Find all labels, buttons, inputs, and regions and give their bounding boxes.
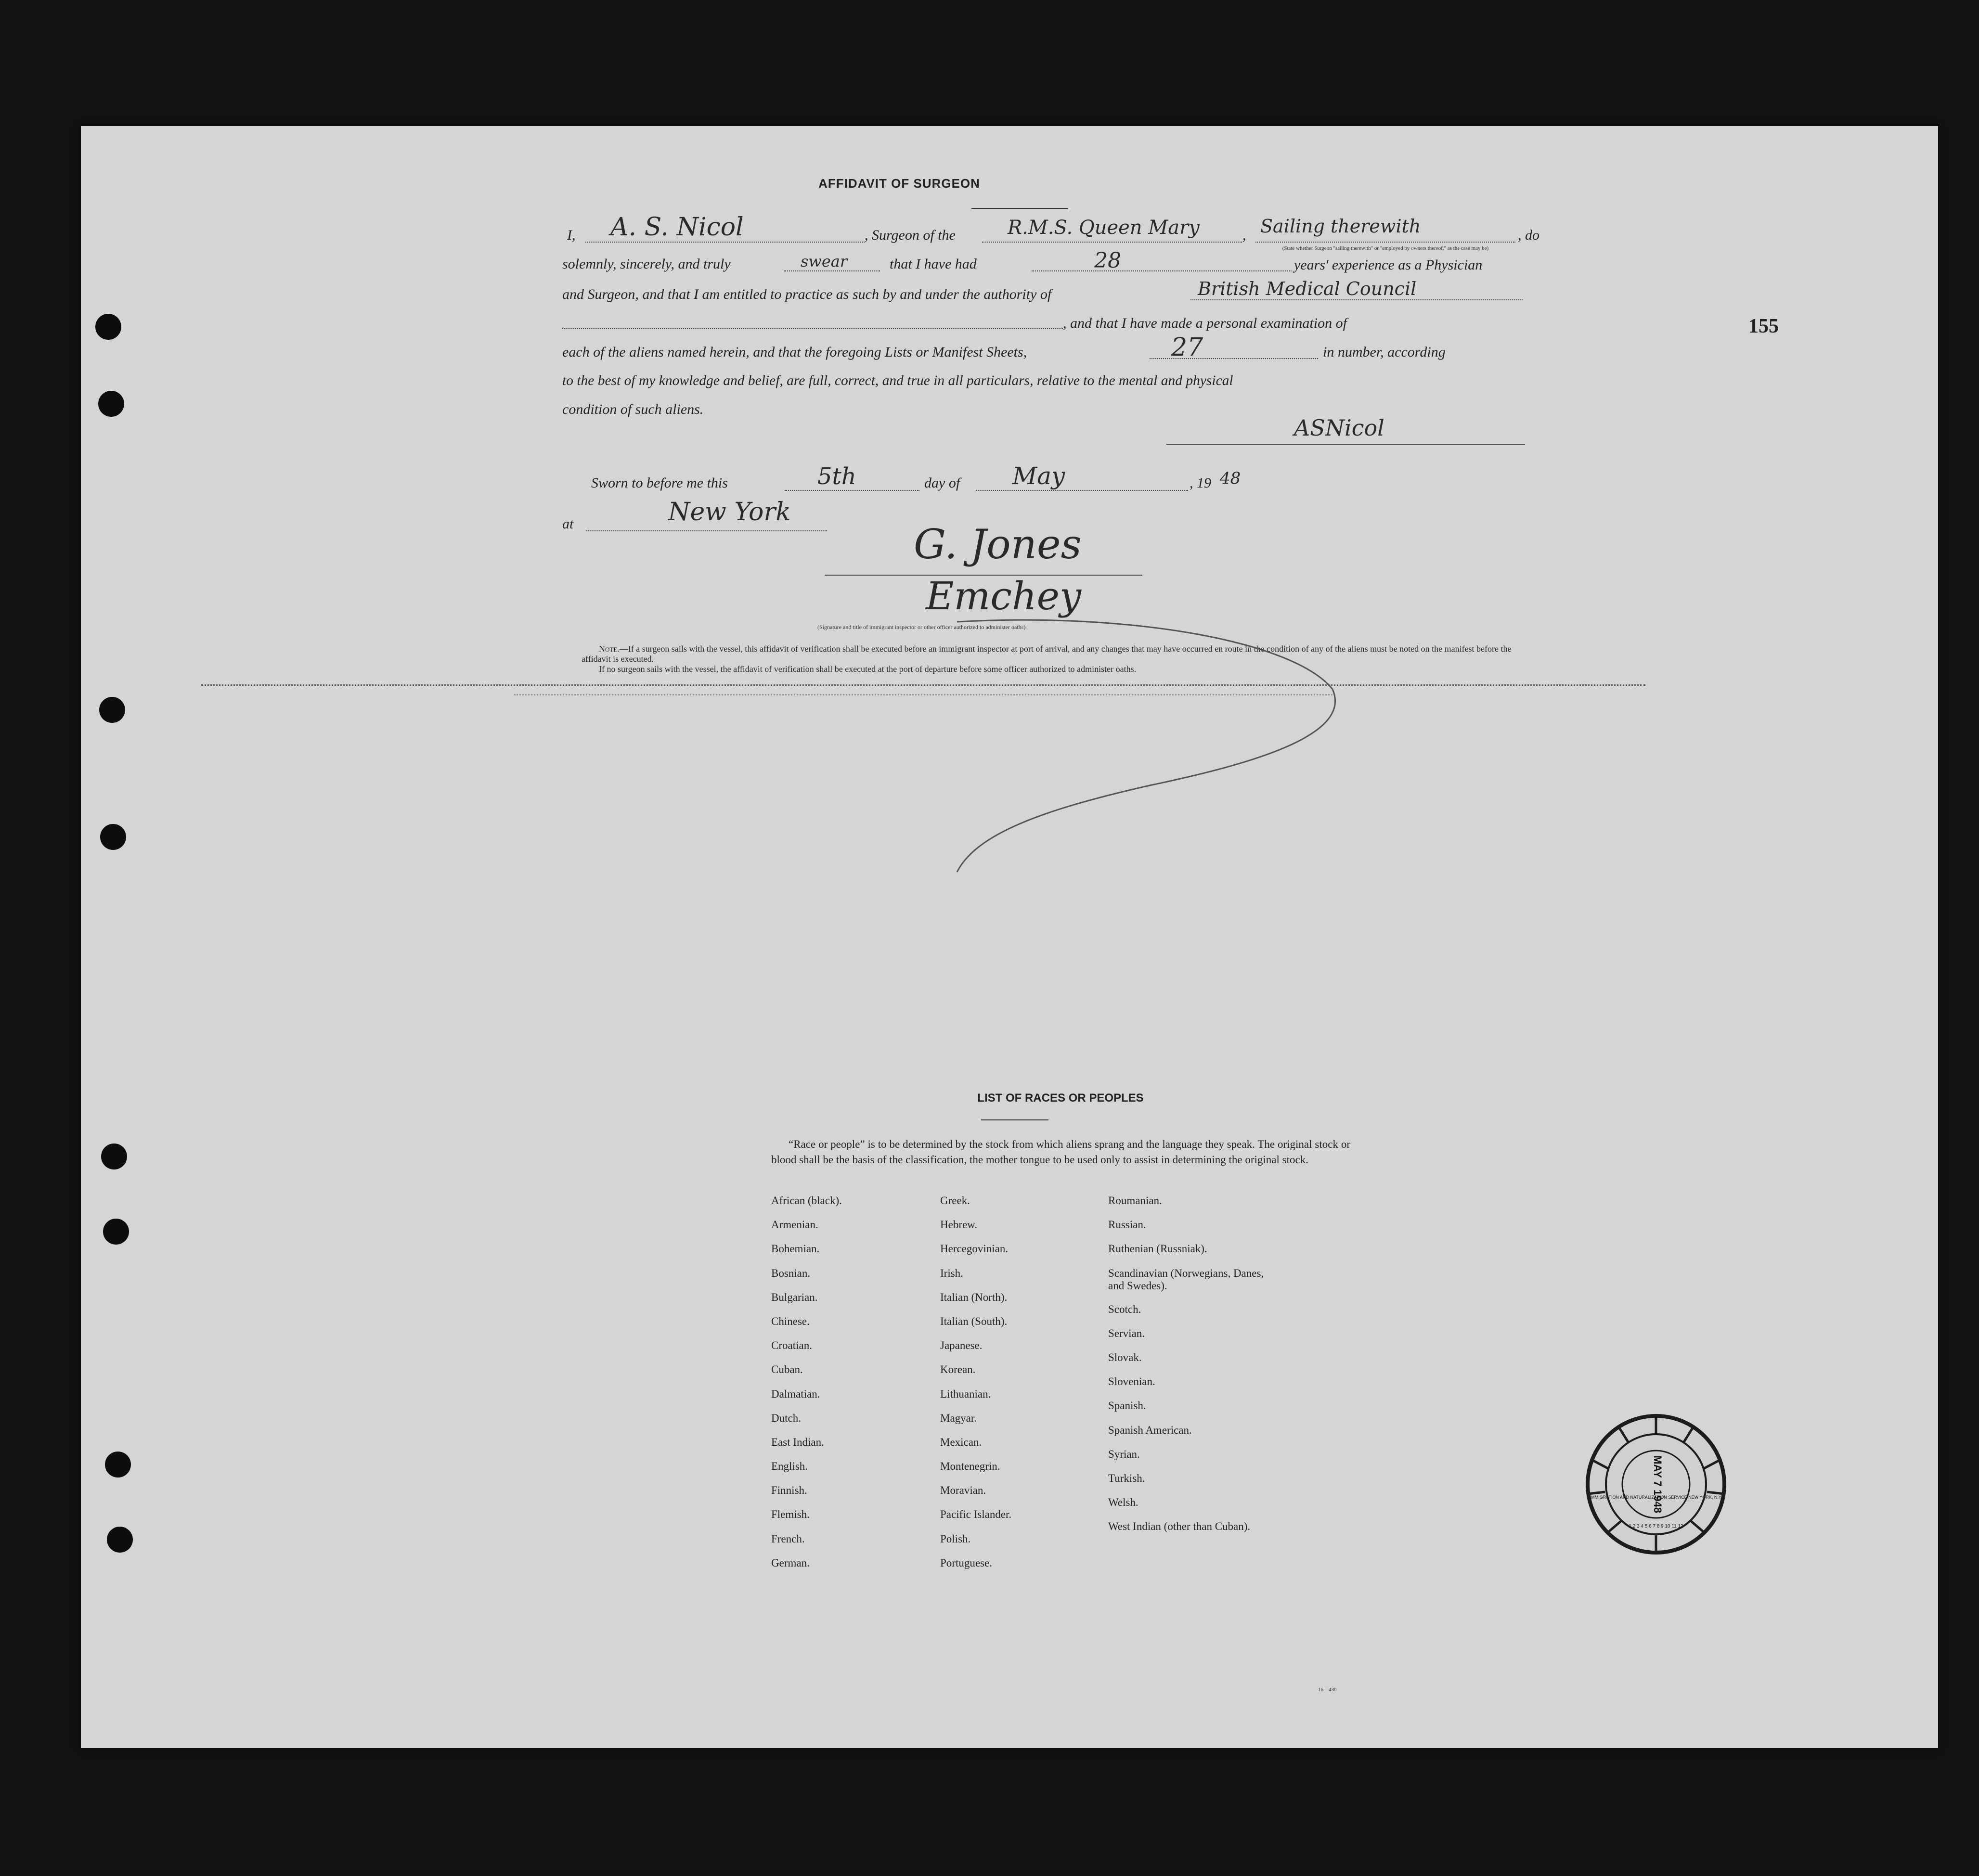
stamp-digits: 1 2 3 4 5 6 7 8 9 10 11 12 (1629, 1524, 1683, 1529)
races-column-2 (940, 1195, 1104, 1581)
status-field (1255, 242, 1515, 243)
surgeon-name-field (585, 242, 865, 243)
race-item: Turkish. (1108, 1472, 1145, 1484)
punch-hole (103, 1219, 129, 1245)
race-item: Korean. (940, 1363, 976, 1376)
title-rule (971, 208, 1068, 209)
race-item: Servian. (1108, 1327, 1145, 1339)
at-label: at (562, 516, 574, 532)
race-item: Moravian. (940, 1484, 986, 1497)
races-title: LIST OF RACES OR PEOPLES (977, 1092, 1144, 1105)
race-item: Bohemian. (771, 1243, 820, 1255)
officer-signature-2: Emchey (926, 574, 1082, 618)
stamp-text: IMMIGRATION AND NATURALIZATION SERVICE NEW YORK, N.Y. (1590, 1495, 1722, 1500)
vessel-field (982, 242, 1242, 243)
race-item: Welsh. (1108, 1496, 1138, 1509)
affidavit-line7: condition of such aliens. (562, 401, 704, 417)
races-title-rule (981, 1119, 1048, 1120)
affidavit-line4-end: , and that I have made a personal examination of (1063, 315, 1347, 331)
race-item: Mexican. (940, 1436, 982, 1448)
race-item: Spanish. (1108, 1400, 1146, 1412)
authority-field-cont (562, 328, 1063, 329)
oath-word: swear (801, 252, 848, 270)
race-item: Armenian. (771, 1219, 818, 1231)
form-number: 16—430 (1318, 1687, 1337, 1693)
affidavit-line2-pre: solemnly, sincerely, and truly (562, 256, 731, 272)
affidavit-line1-end: , do (1518, 227, 1539, 243)
years-field (1032, 270, 1292, 271)
race-item: Portuguese. (940, 1556, 992, 1569)
note-paragraph-2: If no surgeon sails with the vessel, the affidavit of verification shall be executed at the port of departure before some officer authorized to administer oaths. (599, 664, 1137, 674)
race-item: Dutch. (771, 1412, 801, 1424)
authority-name: British Medical Council (1198, 278, 1417, 299)
race-item: Ruthenian (Russniak). (1108, 1243, 1207, 1255)
race-item: Bulgarian. (771, 1291, 818, 1303)
race-item: Scandinavian (Norwegians, Danes, and Swedes). (1108, 1267, 1264, 1292)
race-item: Flemish. (771, 1508, 810, 1521)
sworn-year: 48 (1220, 469, 1241, 488)
stamp-date: MAY 7 1948 (1652, 1455, 1664, 1513)
race-item: Dalmatian. (771, 1388, 820, 1400)
races-column-3 (1108, 1195, 1272, 1556)
manifest-page (81, 126, 1938, 1748)
place-field (586, 530, 827, 531)
punch-hole (107, 1527, 133, 1553)
sworn-place: New York (668, 498, 791, 527)
race-item: Scotch. (1108, 1303, 1141, 1315)
races-column-1 (771, 1195, 935, 1581)
affidavit-line2-mid: that I have had (890, 256, 977, 272)
race-item: Hebrew. (940, 1219, 978, 1231)
sworn-day: 5th (817, 463, 856, 490)
affidavit-line5-end: in number, according (1323, 344, 1446, 360)
race-item: Italian (South). (940, 1315, 1008, 1327)
affidavit-line1-pre: I, (567, 227, 576, 243)
officer-signature: G. Jones (914, 521, 1082, 568)
punch-hole (98, 391, 124, 417)
race-item: Slovak. (1108, 1351, 1142, 1363)
comma: , (1242, 227, 1246, 243)
race-item: East Indian. (771, 1436, 824, 1448)
sworn-pre: Sworn to before me this (591, 475, 728, 491)
race-item: Chinese. (771, 1315, 810, 1327)
punch-hole (99, 697, 125, 723)
sworn-mid: day of (924, 475, 960, 491)
race-item: Bosnian. (771, 1267, 811, 1279)
month-field (976, 490, 1188, 491)
note-label: Note. (599, 644, 620, 654)
race-item: Polish. (940, 1532, 971, 1545)
race-item: Lithuanian. (940, 1388, 991, 1400)
affidavit-title: AFFIDAVIT OF SURGEON (818, 176, 980, 191)
race-item: Syrian. (1108, 1448, 1140, 1460)
note-paragraph-1: —If a surgeon sails with the vessel, this affidavit of verification shall be executed before an immigrant inspector at port of arrival, and any changes that may have occurred en route in the condition of any of the aliens must be noted on the manifest before the affidavit is executed. (582, 644, 1512, 664)
race-item: Slovenian. (1108, 1375, 1155, 1388)
surgeon-name: A. S. Nicol (610, 213, 744, 242)
races-intro: “Race or people” is to be determined by the stock from which aliens sprang and the language they speak. The original stock or blood shall be the basis of the classification, the mother tongue to be used only to assist in determining the original stock. (771, 1138, 1350, 1166)
punch-hole (105, 1452, 131, 1478)
punch-hole (100, 824, 126, 850)
sworn-year-prefix: , 19 (1190, 475, 1211, 491)
affidavit-line1-mid: , Surgeon of the (865, 227, 956, 243)
immigration-stamp (1584, 1412, 1728, 1556)
vessel-name: R.M.S. Queen Mary (1008, 217, 1200, 239)
race-item: African (black). (771, 1195, 842, 1207)
surgeon-signature-line (1166, 444, 1525, 445)
race-item: English. (771, 1460, 808, 1473)
race-item: Pacific Islander. (940, 1508, 1012, 1521)
race-item: Japanese. (940, 1339, 983, 1352)
page-number: 155 (1748, 315, 1779, 337)
sheets-count: 27 (1171, 333, 1203, 362)
race-item: Cuban. (771, 1363, 803, 1376)
punch-hole (95, 314, 121, 340)
race-item: Hercegovinian. (940, 1243, 1009, 1255)
status-qualifier-note: (State whether Surgeon "sailing therewith" or "employed by owners thereof," as the case may be) (1282, 245, 1489, 251)
race-item: Italian (North). (940, 1291, 1008, 1303)
race-item: German. (771, 1556, 810, 1569)
sworn-month: May (1012, 462, 1065, 490)
race-item: Russian. (1108, 1219, 1146, 1231)
race-item: Spanish American. (1108, 1424, 1192, 1436)
surgeon-signature: ASNicol (1294, 415, 1384, 441)
affidavit-line5-pre: each of the aliens named herein, and that the foregoing Lists or Manifest Sheets, (562, 344, 1027, 360)
affidavit-line2-end: years' experience as a Physician (1294, 257, 1483, 273)
punch-hole (101, 1144, 127, 1169)
day-field (785, 490, 919, 491)
surgeon-status: Sailing therewith (1260, 216, 1421, 237)
affidavit-line3-pre: and Surgeon, and that I am entitled to practice as such by and under the authority of (562, 286, 1052, 302)
race-item: French. (771, 1532, 805, 1545)
race-item: Finnish. (771, 1484, 807, 1497)
pen-stroke (899, 559, 1381, 925)
affidavit-line6: to the best of my knowledge and belief, are full, correct, and true in all particulars, relative to the mental and physical (562, 373, 1233, 388)
race-item: Montenegrin. (940, 1460, 1000, 1473)
authority-field (1190, 299, 1523, 300)
race-item: Magyar. (940, 1412, 977, 1424)
years-experience: 28 (1094, 248, 1121, 273)
officer-caption: (Signature and title of immigrant inspector or other officer authorized to administer oaths) (817, 624, 1026, 630)
race-item: Roumanian. (1108, 1195, 1162, 1207)
race-item: Greek. (940, 1195, 970, 1207)
race-item: Irish. (940, 1267, 963, 1279)
race-item: Croatian. (771, 1339, 812, 1352)
race-item: West Indian (other than Cuban). (1108, 1520, 1251, 1533)
oath-field (784, 270, 880, 271)
